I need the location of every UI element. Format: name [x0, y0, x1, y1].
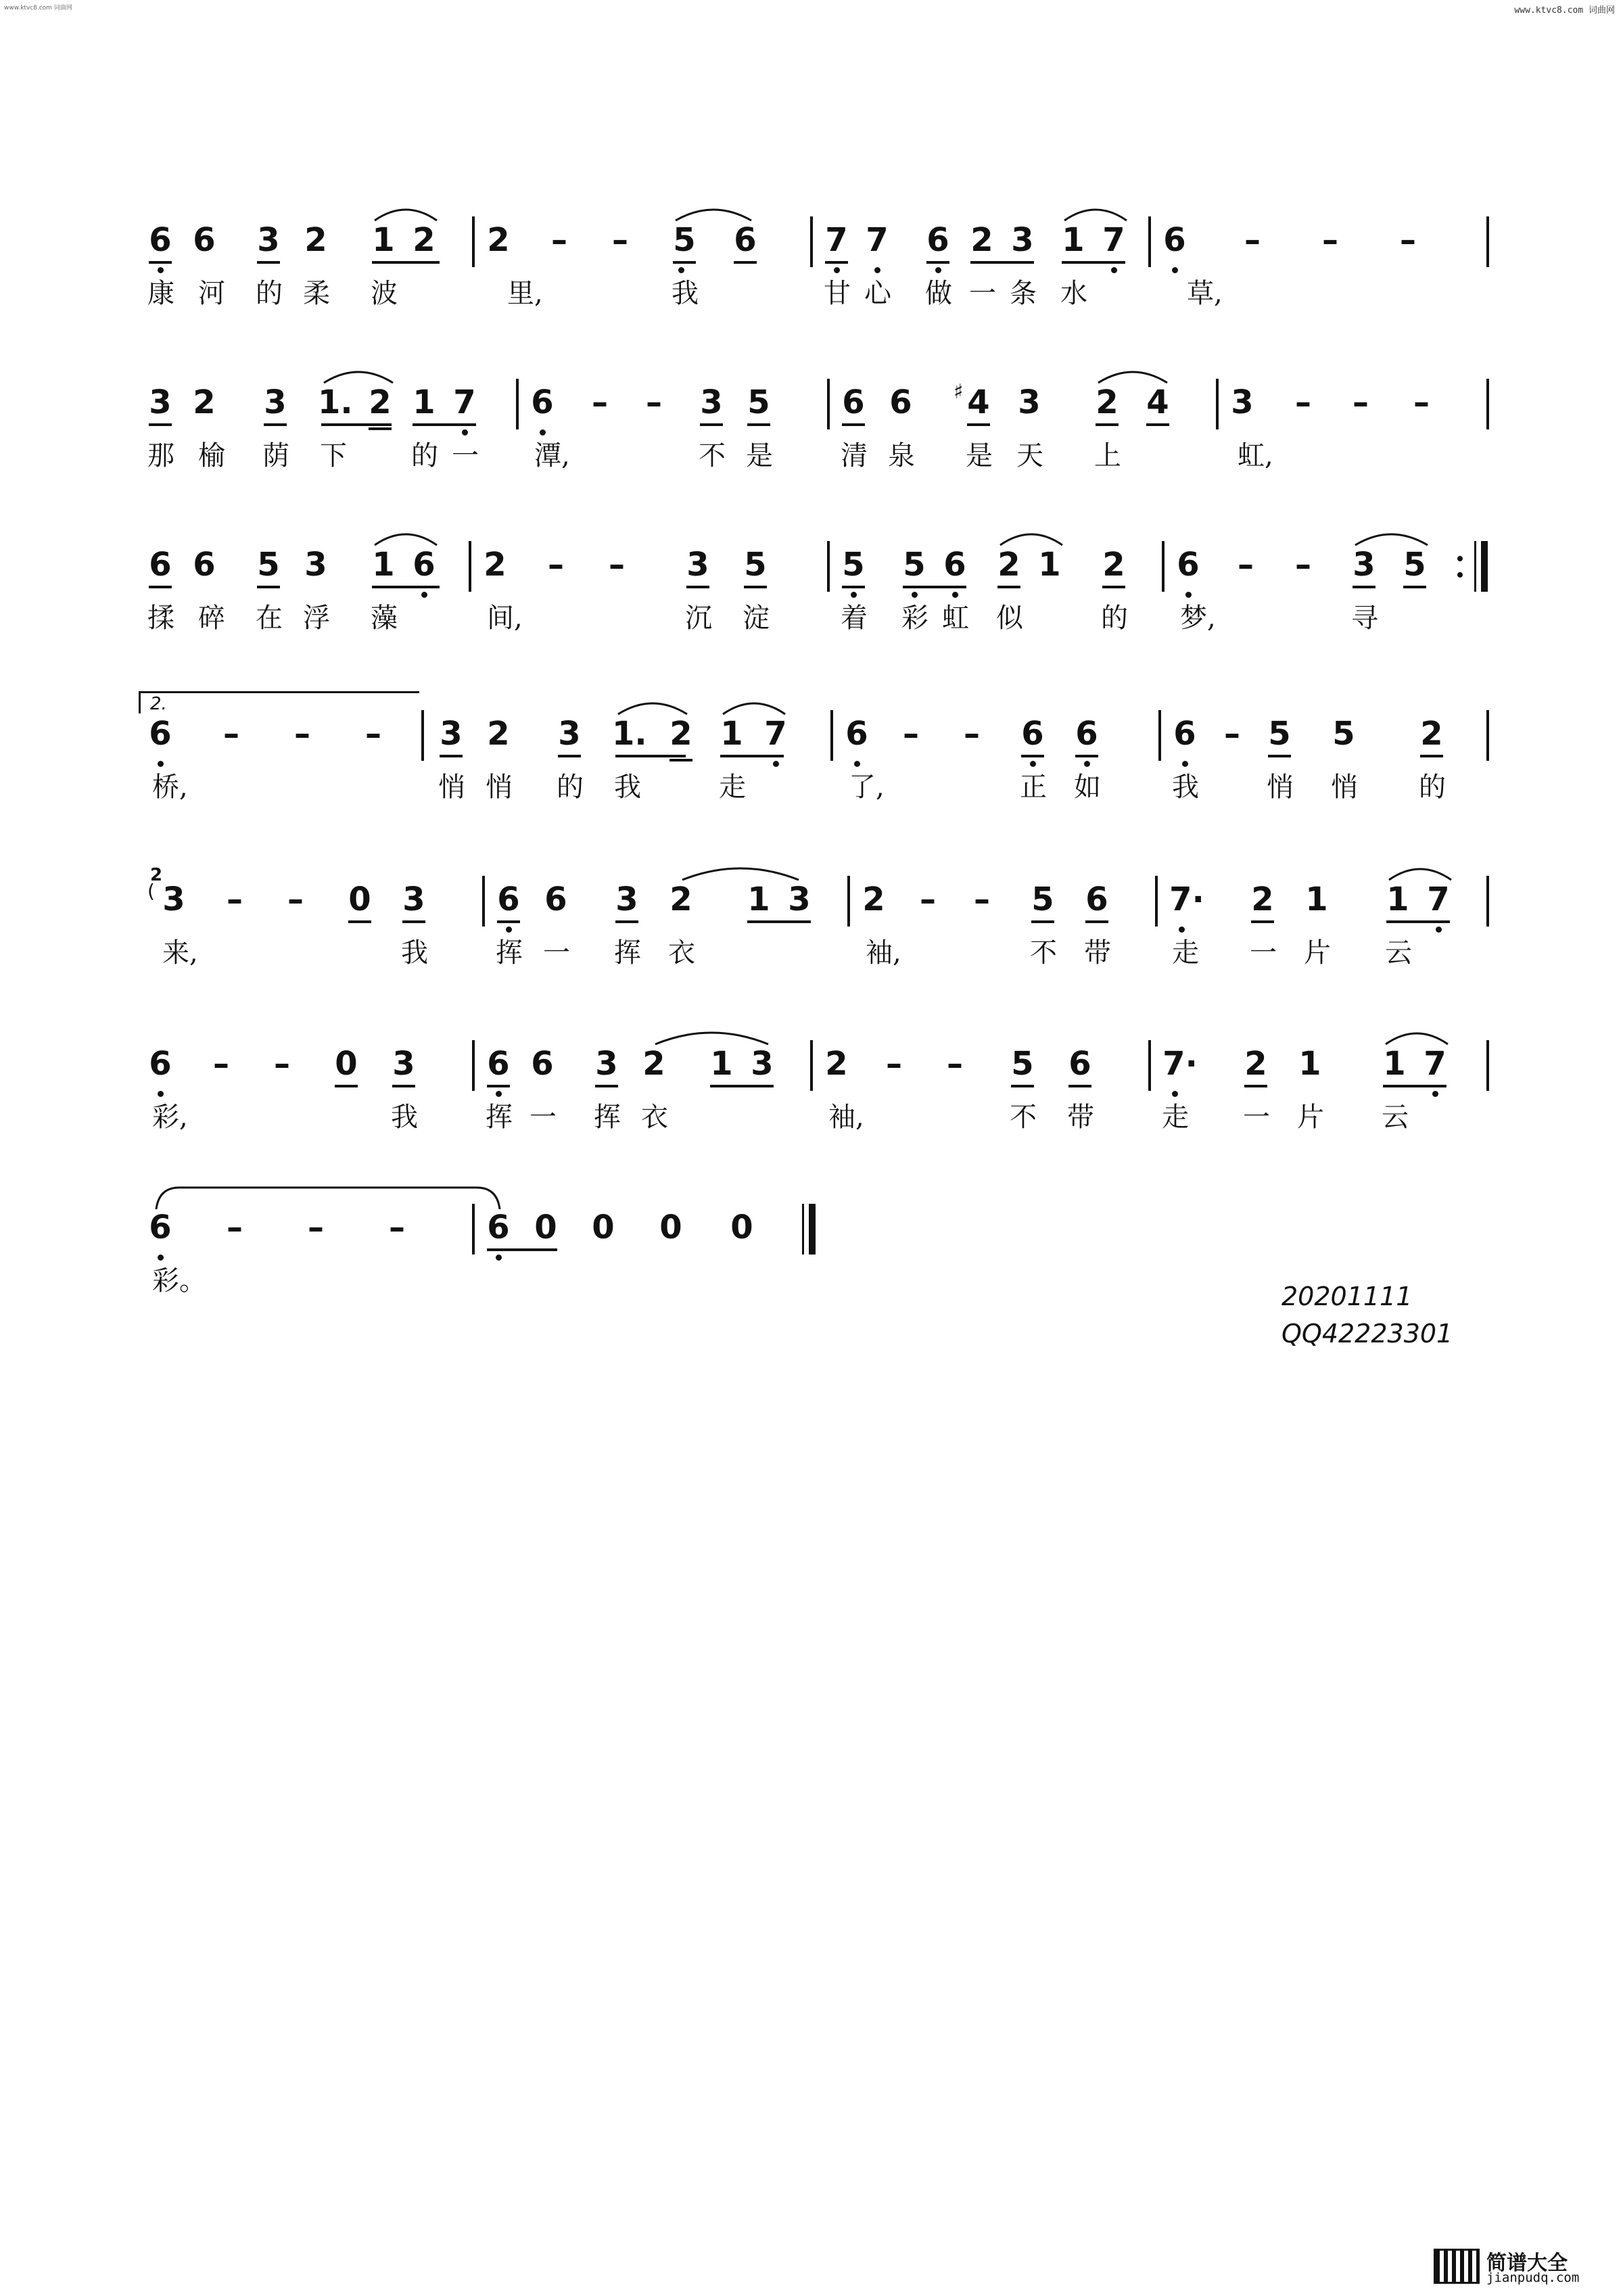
note: 2 — [484, 546, 507, 584]
note: 3 — [686, 546, 709, 584]
note: 1 — [1383, 1045, 1406, 1083]
slur — [1352, 528, 1430, 548]
slur — [615, 697, 690, 717]
dash: – — [1352, 383, 1369, 421]
note: 1. — [318, 383, 353, 421]
note: 2 — [1251, 881, 1274, 918]
barline — [1486, 1040, 1489, 1091]
grace-slur: ( — [147, 880, 155, 902]
note: 2 — [862, 881, 885, 918]
note: 1 — [372, 546, 395, 584]
barline — [1155, 876, 1158, 927]
note: 6 — [531, 1045, 554, 1083]
note: 0 — [534, 1209, 557, 1246]
lyric: 浮 — [303, 603, 330, 634]
lyric: 沉 — [685, 603, 712, 634]
dash: – — [1400, 221, 1416, 259]
lyric: 在 — [256, 603, 283, 634]
barline — [1486, 710, 1489, 761]
note: 6 — [149, 1045, 172, 1083]
slur — [372, 528, 440, 548]
lyric: 似 — [996, 603, 1023, 634]
signature-qq: QQ42223301 — [1281, 1319, 1453, 1349]
slur — [673, 203, 754, 223]
note: 6 — [544, 881, 567, 918]
dash: – — [365, 715, 381, 753]
lyric: 挥 — [594, 1102, 621, 1133]
lyric: 一 — [543, 937, 570, 968]
dash: – — [389, 1209, 405, 1246]
note: 6 — [1068, 1045, 1091, 1083]
lyric: 挥 — [496, 937, 523, 968]
note: 6 — [842, 383, 865, 421]
dash: – — [964, 715, 980, 753]
note: 6 — [1085, 881, 1108, 918]
lyric: 不 — [1030, 937, 1057, 968]
barline — [847, 876, 850, 927]
note: 6 — [497, 881, 520, 918]
note: 2 — [1096, 383, 1119, 421]
note: 5 — [842, 546, 865, 584]
lyric: 天 — [1016, 440, 1043, 471]
lyric: 榆 — [198, 440, 225, 471]
lyric: 条 — [1010, 278, 1037, 309]
note: 6 — [926, 221, 949, 259]
note: 7 — [1427, 881, 1450, 918]
dash: – — [1244, 221, 1261, 259]
note: 2 — [487, 221, 510, 259]
barline — [810, 1040, 813, 1091]
lyric: 寻 — [1351, 603, 1378, 634]
lyric-line — [0, 1102, 1623, 1143]
lyric: 一 — [1243, 1102, 1270, 1133]
note: 3 — [700, 383, 723, 421]
lyric: 做 — [925, 278, 952, 309]
slur — [1062, 203, 1129, 223]
lyric: 走 — [1162, 1102, 1189, 1133]
lyric-line — [0, 441, 1623, 482]
lyric: 挥 — [486, 1102, 513, 1133]
dash: – — [223, 715, 239, 753]
note: 3 — [595, 1045, 618, 1083]
signature-date: 20201111 — [1281, 1282, 1413, 1311]
note: 0 — [335, 1045, 358, 1083]
lyric: 云 — [1385, 937, 1412, 968]
lyric: 袖, — [828, 1102, 864, 1133]
lyric: 如 — [1074, 772, 1101, 803]
lyric: 下 — [320, 440, 347, 471]
lyric: 悄 — [486, 772, 513, 803]
note: 7 — [764, 715, 787, 753]
lyric: 片 — [1304, 937, 1331, 968]
dash: – — [287, 881, 304, 918]
note: 7 — [825, 221, 848, 259]
lyric: 走 — [1172, 937, 1199, 968]
lyric: 虹 — [942, 603, 969, 634]
note: 6 — [943, 546, 966, 584]
lyric: 柔 — [303, 278, 330, 309]
lyric: 我 — [391, 1102, 418, 1133]
note: 0 — [730, 1209, 753, 1246]
dash: – — [548, 546, 564, 584]
lyric: 悄 — [438, 772, 465, 803]
barline — [1162, 541, 1165, 592]
lyric: 彩, — [152, 1102, 188, 1133]
lyric-line — [0, 603, 1623, 644]
barline — [482, 876, 485, 927]
lyric: 的 — [256, 278, 283, 309]
lyric: 一 — [1250, 937, 1277, 968]
note: 3 — [162, 881, 185, 918]
note: 2 — [970, 221, 993, 259]
note: 2 — [1420, 715, 1443, 753]
lyric: 彩。 — [152, 1265, 206, 1296]
lyric: 的 — [557, 772, 584, 803]
barline — [1148, 1040, 1151, 1091]
dash: – — [974, 881, 990, 918]
volta-number: 2. — [150, 694, 167, 714]
lyric: 我 — [614, 772, 641, 803]
lyric: 心 — [864, 278, 891, 309]
note: 5 — [673, 221, 696, 259]
barline — [1216, 379, 1219, 429]
dash: – — [227, 881, 243, 918]
slur — [1386, 862, 1454, 883]
note: 1 — [1305, 881, 1328, 918]
dash: – — [294, 715, 310, 753]
note: 3 — [1018, 383, 1041, 421]
lyric: 清 — [841, 440, 868, 471]
final-barline-thick — [809, 1204, 816, 1255]
dash: – — [886, 1045, 902, 1083]
note: 6 — [531, 383, 554, 421]
note: 1 — [372, 221, 395, 259]
slur — [321, 365, 396, 385]
dash: – — [1295, 546, 1311, 584]
lyric: 了, — [849, 772, 885, 803]
dash: – — [227, 1209, 243, 1246]
lyric: 里, — [507, 278, 543, 309]
lyric-line — [0, 772, 1623, 813]
grace-note: 2 — [150, 865, 163, 885]
lyric: 的 — [1101, 603, 1128, 634]
dash: – — [646, 383, 662, 421]
note: 6 — [734, 221, 757, 259]
lyric-line — [0, 938, 1623, 979]
note: 5 — [1031, 881, 1054, 918]
barline — [1486, 216, 1489, 267]
lyric: 不 — [1010, 1102, 1037, 1133]
note: 6 — [193, 546, 216, 584]
slur — [720, 697, 788, 717]
note: 7· — [1169, 881, 1204, 918]
lyric: 袖, — [866, 937, 901, 968]
note: 3 — [149, 383, 172, 421]
lyric: 一 — [969, 278, 996, 309]
note: 3 — [440, 715, 463, 753]
lyric-line — [0, 279, 1623, 319]
barline — [827, 379, 830, 429]
dash: – — [592, 383, 608, 421]
barline — [469, 541, 471, 592]
note: 4 — [967, 383, 990, 421]
slur — [152, 1184, 504, 1211]
lyric: 虹, — [1238, 440, 1273, 471]
lyric: 我 — [401, 937, 428, 968]
note: 6 — [149, 221, 172, 259]
barline — [810, 216, 813, 267]
note: 5 — [1332, 715, 1355, 753]
slur — [372, 203, 440, 223]
note: 2 — [369, 383, 392, 421]
note: 1 — [720, 715, 743, 753]
note: 5 — [747, 383, 770, 421]
lyric: 一 — [530, 1102, 557, 1133]
lyric: 悄 — [1267, 772, 1294, 803]
note: 2 — [413, 221, 436, 259]
note: 6 — [889, 383, 912, 421]
note: 7 — [1102, 221, 1125, 259]
note: 6 — [193, 221, 216, 259]
note: 1 — [747, 881, 770, 918]
lyric: 碎 — [198, 603, 225, 634]
slur — [1096, 365, 1170, 385]
note: 3 — [615, 881, 638, 918]
dash: – — [1238, 546, 1254, 584]
lyric: 潭, — [534, 440, 570, 471]
lyric: 衣 — [668, 937, 695, 968]
note: 1 — [1386, 881, 1409, 918]
note: 3 — [257, 221, 280, 259]
lyric: 我 — [672, 278, 699, 309]
dash: – — [920, 881, 936, 918]
barline — [827, 541, 830, 592]
lyric: 带 — [1067, 1102, 1094, 1133]
note: 1 — [413, 383, 436, 421]
barline — [472, 1040, 475, 1091]
note: 2 — [1102, 546, 1125, 584]
lyric: 康 — [147, 278, 174, 309]
logo-url: jianpudq.com — [1486, 2270, 1580, 2285]
lyric: 那 — [147, 440, 174, 471]
barline — [516, 379, 519, 429]
watermark-top-right: www.ktvc8.com 词曲网 — [1514, 5, 1615, 16]
lyric: 来, — [162, 937, 198, 968]
barline — [1148, 216, 1151, 267]
lyric: 是 — [966, 440, 993, 471]
note: 3 — [558, 715, 581, 753]
note: 1 — [1298, 1045, 1321, 1083]
slur — [1383, 1027, 1451, 1047]
note: 6 — [149, 715, 172, 753]
note: 5 — [1011, 1045, 1034, 1083]
dash: – — [903, 715, 919, 753]
note: 1 — [1038, 546, 1061, 584]
note: 6 — [413, 546, 436, 584]
dash: – — [551, 221, 567, 259]
note: 1 — [710, 1045, 733, 1083]
dash: – — [1413, 383, 1430, 421]
note: 3 — [751, 1045, 774, 1083]
repeat-barline-thick — [1481, 541, 1488, 592]
note: 6 — [487, 1209, 510, 1246]
note: 0 — [348, 881, 371, 918]
note: 3 — [392, 1045, 415, 1083]
lyric: 淀 — [743, 603, 770, 634]
lyric: 云 — [1382, 1102, 1409, 1133]
note: 2 — [193, 383, 216, 421]
repeat-barline — [1474, 541, 1476, 592]
note: 3 — [402, 881, 425, 918]
watermark-top-left: www.ktvc8.com 词曲网 — [4, 5, 72, 11]
piano-keys-icon — [1434, 2249, 1480, 2284]
note: 2 — [304, 221, 327, 259]
barline — [421, 710, 424, 761]
lyric: 的 — [411, 440, 438, 471]
note: 3 — [1231, 383, 1254, 421]
note: 7· — [1162, 1045, 1198, 1083]
slur — [653, 1027, 771, 1047]
note: 5 — [903, 546, 926, 584]
dash: – — [308, 1209, 324, 1246]
note: 6 — [487, 1045, 510, 1083]
lyric: 彩 — [901, 603, 928, 634]
note: 2 — [669, 715, 692, 753]
dash: – — [1295, 383, 1311, 421]
note: 3 — [304, 546, 327, 584]
dash: – — [213, 1045, 229, 1083]
note: 6 — [149, 1209, 172, 1246]
lyric: 悄 — [1331, 772, 1358, 803]
note: 2 — [825, 1045, 848, 1083]
dash: – — [947, 1045, 963, 1083]
note: 1. — [612, 715, 647, 753]
note: 0 — [659, 1209, 682, 1246]
note: 5 — [744, 546, 767, 584]
barline — [1158, 710, 1161, 761]
lyric: 一 — [452, 440, 479, 471]
lyric: 我 — [1172, 772, 1199, 803]
lyric: 甘 — [824, 278, 851, 309]
note: 3 — [264, 383, 287, 421]
note: 6 — [1173, 715, 1196, 753]
note: 5 — [1403, 546, 1426, 584]
dash: – — [612, 221, 628, 259]
dash: – — [1322, 221, 1338, 259]
sharp-sign: ♯ — [954, 380, 964, 404]
note: 2 — [487, 715, 510, 753]
note: 5 — [1268, 715, 1291, 753]
note: 7 — [866, 221, 889, 259]
dash: – — [609, 546, 625, 584]
slur — [997, 528, 1065, 548]
note: 2 — [1244, 1045, 1267, 1083]
lyric: 不 — [699, 440, 726, 471]
lyric: 河 — [198, 278, 225, 309]
lyric: 挥 — [614, 937, 641, 968]
note: 2 — [997, 546, 1020, 584]
lyric: 的 — [1419, 772, 1446, 803]
barline — [1486, 379, 1489, 429]
lyric: 着 — [841, 603, 868, 634]
site-logo — [1434, 2246, 1603, 2287]
lyric: 泉 — [888, 440, 915, 471]
note: 2 — [669, 881, 692, 918]
barline — [472, 216, 475, 267]
lyric: 波 — [371, 278, 398, 309]
note: 3 — [1352, 546, 1375, 584]
note: 0 — [592, 1209, 615, 1246]
note: 1 — [1062, 221, 1085, 259]
lyric: 揉 — [147, 603, 174, 634]
note: 5 — [257, 546, 280, 584]
lyric: 片 — [1297, 1102, 1324, 1133]
barline — [1486, 876, 1489, 927]
note: 7 — [453, 383, 476, 421]
lyric: 带 — [1084, 937, 1111, 968]
note: 6 — [1177, 546, 1200, 584]
lyric: 草, — [1187, 278, 1223, 309]
barline — [830, 710, 833, 761]
lyric: 是 — [746, 440, 773, 471]
dash: – — [274, 1045, 290, 1083]
dash: – — [1224, 715, 1240, 753]
note: 6 — [1075, 715, 1098, 753]
note: 6 — [149, 546, 172, 584]
note: 7 — [1424, 1045, 1446, 1083]
lyric: 水 — [1060, 278, 1087, 309]
slur — [680, 862, 801, 883]
final-barline — [802, 1204, 804, 1255]
logo-title: 简谱大全 — [1486, 2251, 1568, 2275]
lyric: 衣 — [641, 1102, 668, 1133]
lyric: 桥, — [152, 772, 188, 803]
lyric: 间, — [487, 603, 523, 634]
note: 6 — [1021, 715, 1044, 753]
note: 2 — [642, 1045, 665, 1083]
note: 6 — [1163, 221, 1186, 259]
lyric: 荫 — [262, 440, 289, 471]
lyric: 上 — [1094, 440, 1121, 471]
lyric: 梦, — [1180, 603, 1216, 634]
lyric: 藻 — [371, 603, 398, 634]
lyric: 正 — [1020, 772, 1047, 803]
note: 6 — [845, 715, 868, 753]
note: 3 — [1011, 221, 1034, 259]
barline — [472, 1204, 475, 1255]
note: 3 — [788, 881, 811, 918]
note: 4 — [1146, 383, 1169, 421]
lyric: 走 — [719, 772, 746, 803]
